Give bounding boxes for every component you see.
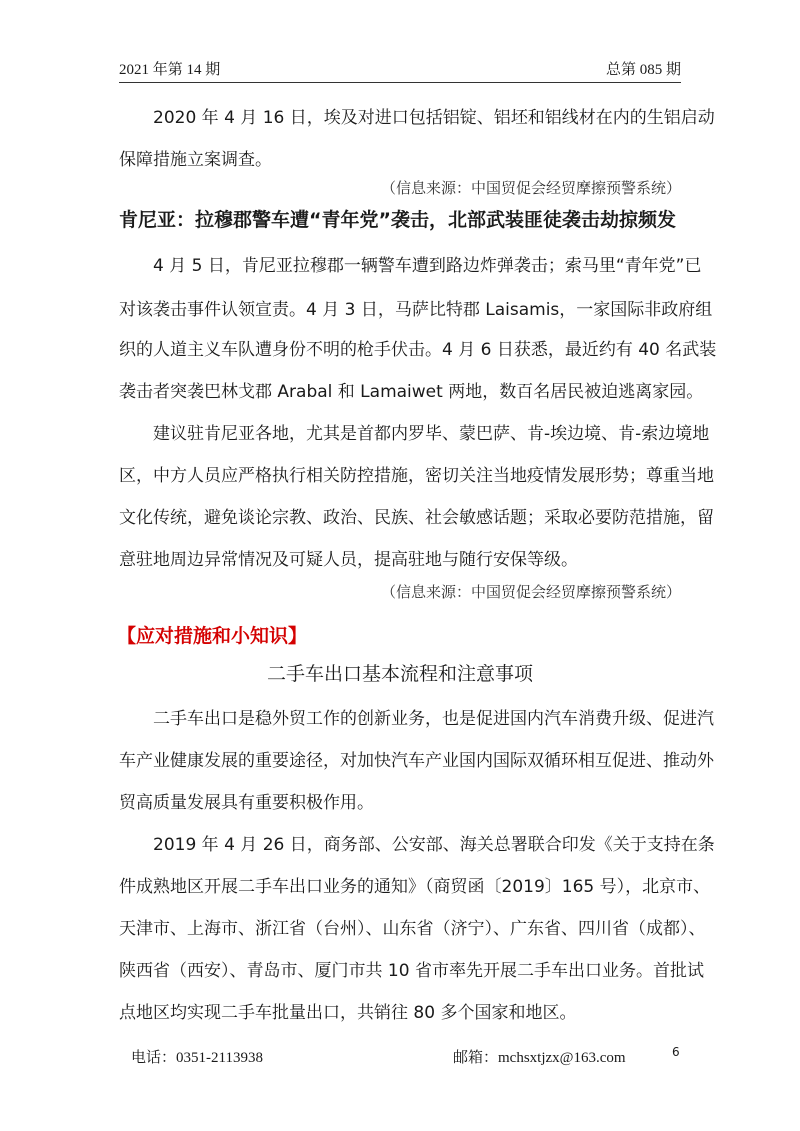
total-issue-label: 总第 085 期 [605, 62, 681, 78]
paragraph-line: 织的人道主义车队遭身份不明的枪手伏击。4 月 6 日获悉，最近约有 40 名武装 [119, 340, 717, 360]
paragraph-line: 天津市、上海市、浙江省（台州）、山东省（济宁）、广东省、四川省（成都）、 [119, 919, 706, 939]
paragraph-line: 陕西省（西安）、青岛市、厦门市共 10 省市率先开展二手车出口业务。首批试 [119, 961, 704, 981]
footer-email: 邮箱：mchsxtjzx@163.com [453, 1050, 626, 1066]
paragraph-line: 车产业健康发展的重要途径，对加快汽车产业国内国际双循环相互促进、推动外 [119, 751, 714, 771]
paragraph-line: 文化传统，避免谈论宗教、政治、民族、社会敏感话题；采取必要防范措施，留 [119, 508, 714, 528]
issue-label: 2021 年第 14 期 [119, 62, 221, 78]
paragraph-line: 区，中方人员应严格执行相关防控措施，密切关注当地疫情发展形势；尊重当地 [119, 466, 714, 486]
page-number: 6 [672, 1045, 680, 1059]
paragraph-line: 2019 年 4 月 26 日，商务部、公安部、海关总署联合印发《关于支持在条 [119, 835, 715, 855]
paragraph-line: 2020 年 4 月 16 日，埃及对进口包括铝锭、铝坯和铝线材在内的生铝启动 [119, 108, 715, 128]
source-note: （信息来源：中国贸促会经贸摩擦预警系统） [380, 585, 681, 601]
page-header [119, 58, 681, 83]
article-title: 二手车出口基本流程和注意事项 [266, 663, 533, 685]
paragraph-line: 对该袭击事件认领宣责。4 月 3 日，马萨比特郡 Laisamis，一家国际非政府组 [119, 300, 713, 320]
paragraph-line: 4 月 5 日，肯尼亚拉穆郡一辆警车遭到路边炸弹袭击；索马里“青年党”已 [119, 256, 702, 276]
paragraph-line: 建议驻肯尼亚各地，尤其是首都内罗毕、蒙巴萨、肯-埃边境、肯-索边境地 [119, 424, 710, 444]
paragraph-line: 袭击者突袭巴林戈郡 Arabal 和 Lamaiwet 两地，数百名居民被迫逃离家园。 [119, 382, 704, 402]
footer-phone: 电话：0351-2113938 [131, 1050, 263, 1066]
paragraph-line: 件成熟地区开展二手车出口业务的通知》（商贸函〔2019〕165 号），北京市、 [119, 877, 711, 897]
source-note: （信息来源：中国贸促会经贸摩擦预警系统） [380, 181, 681, 197]
section-tag: 【应对措施和小知识】 [117, 625, 308, 647]
paragraph-line: 贸高质量发展具有重要积极作用。 [119, 793, 374, 813]
kenya-headline: 肯尼亚：拉穆郡警车遭“青年党”袭击，北部武装匪徒袭击劫掠频发 [119, 209, 676, 231]
paragraph-line: 意驻地周边异常情况及可疑人员，提高驻地与随行安保等级。 [119, 550, 578, 570]
paragraph-line: 点地区均实现二手车批量出口，共销往 80 多个国家和地区。 [119, 1003, 577, 1023]
paragraph-line: 保障措施立案调查。 [119, 150, 272, 170]
paragraph-line: 二手车出口是稳外贸工作的创新业务，也是促进国内汽车消费升级、促进汽 [119, 709, 714, 729]
